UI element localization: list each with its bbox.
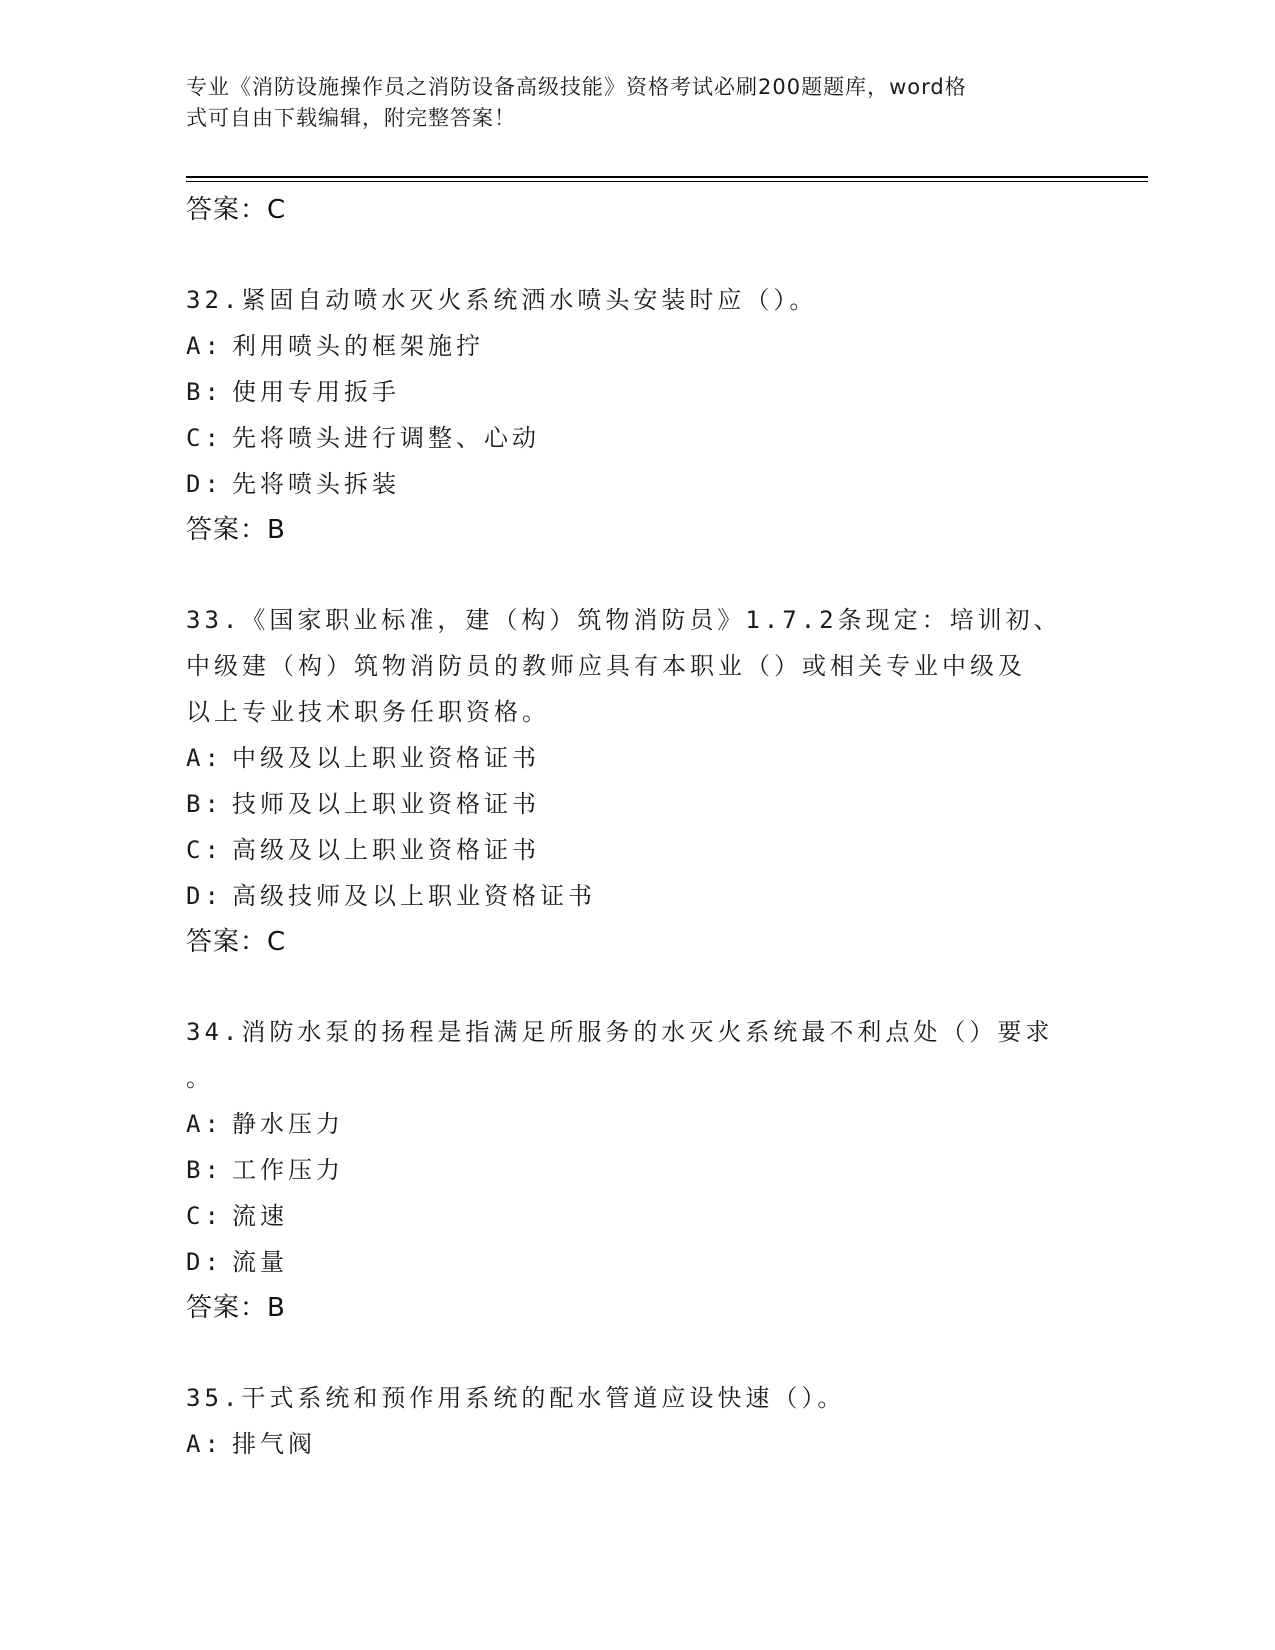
question-text-line: 35.干式系统和预作用系统的配水管道应设快速（）。 — [186, 1384, 846, 1412]
question-text-line: 34.消防水泵的扬程是指满足所服务的水灭火系统最不利点处（）要求 — [186, 1018, 1054, 1046]
option-c[interactable] — [186, 1193, 1086, 1239]
option-letter: A: — [186, 1430, 223, 1458]
header-divider-thick — [186, 176, 1148, 178]
option-text: 高级技师及以上职业资格证书 — [232, 882, 596, 910]
answer: 答案：C — [186, 927, 287, 957]
option-d[interactable] — [186, 1239, 1086, 1285]
option-b[interactable] — [186, 369, 1086, 415]
question-gap — [186, 1331, 1086, 1375]
option-letter: C: — [186, 836, 223, 864]
option-letter: B: — [186, 1156, 223, 1184]
header-line-1: 专业《消防设施操作员之消防设备高级技能》资格考试必刷200题题库，word格 — [186, 75, 967, 99]
question-gap — [186, 965, 1086, 1009]
option-c[interactable] — [186, 827, 1086, 873]
question-text-line: 以上专业技术职务任职资格。 — [186, 698, 550, 726]
header-line-2: 式可自由下载编辑，附完整答案！ — [186, 106, 516, 130]
option-text: 先将喷头进行调整、心动 — [232, 424, 540, 452]
question-list — [186, 187, 1086, 1467]
option-letter: C: — [186, 424, 223, 452]
option-letter: D: — [186, 882, 223, 910]
answer: 答案：B — [186, 515, 286, 545]
option-a[interactable] — [186, 323, 1086, 369]
option-a[interactable] — [186, 735, 1086, 781]
option-text: 高级及以上职业资格证书 — [232, 836, 540, 864]
option-letter: D: — [186, 1248, 223, 1276]
option-text: 流量 — [232, 1248, 288, 1276]
option-letter: A: — [186, 744, 223, 772]
option-text: 技师及以上职业资格证书 — [232, 790, 540, 818]
question-text-line: 。 — [186, 1064, 214, 1092]
option-letter: B: — [186, 790, 223, 818]
option-b[interactable] — [186, 1147, 1086, 1193]
question-gap — [186, 553, 1086, 597]
document-header — [186, 72, 1086, 134]
option-text: 先将喷头拆装 — [232, 470, 400, 498]
option-text: 中级及以上职业资格证书 — [232, 744, 540, 772]
answer: 答案：B — [186, 1293, 286, 1323]
option-text: 利用喷头的框架施拧 — [232, 332, 484, 360]
question-text-line: 32.紧固自动喷水灭火系统洒水喷头安装时应（）。 — [186, 286, 818, 314]
question-35 — [186, 1375, 1086, 1467]
option-letter: D: — [186, 470, 223, 498]
question-text-line: 中级建（构）筑物消防员的教师应具有本职业（）或相关专业中级及 — [186, 652, 1026, 680]
option-text: 工作压力 — [232, 1156, 344, 1184]
option-a[interactable] — [186, 1421, 1086, 1467]
question-text-line: 33.《国家职业标准，建（构）筑物消防员》1.7.2条现定：培训初、 — [186, 606, 1062, 634]
question-gap — [186, 233, 1086, 277]
option-b[interactable] — [186, 781, 1086, 827]
question-32 — [186, 277, 1086, 553]
option-text: 使用专用扳手 — [232, 378, 400, 406]
option-d[interactable] — [186, 873, 1086, 919]
option-letter: B: — [186, 378, 223, 406]
option-letter: C: — [186, 1202, 223, 1230]
option-text: 静水压力 — [232, 1110, 344, 1138]
question-34 — [186, 1009, 1086, 1331]
option-a[interactable] — [186, 1101, 1086, 1147]
option-letter: A: — [186, 1110, 223, 1138]
previous-answer: 答案：C — [186, 195, 287, 225]
option-letter: A: — [186, 332, 223, 360]
option-text: 排气阀 — [232, 1430, 316, 1458]
question-33 — [186, 597, 1086, 965]
option-d[interactable] — [186, 461, 1086, 507]
option-text: 流速 — [232, 1202, 288, 1230]
option-c[interactable] — [186, 415, 1086, 461]
header-divider-thin — [186, 181, 1148, 182]
